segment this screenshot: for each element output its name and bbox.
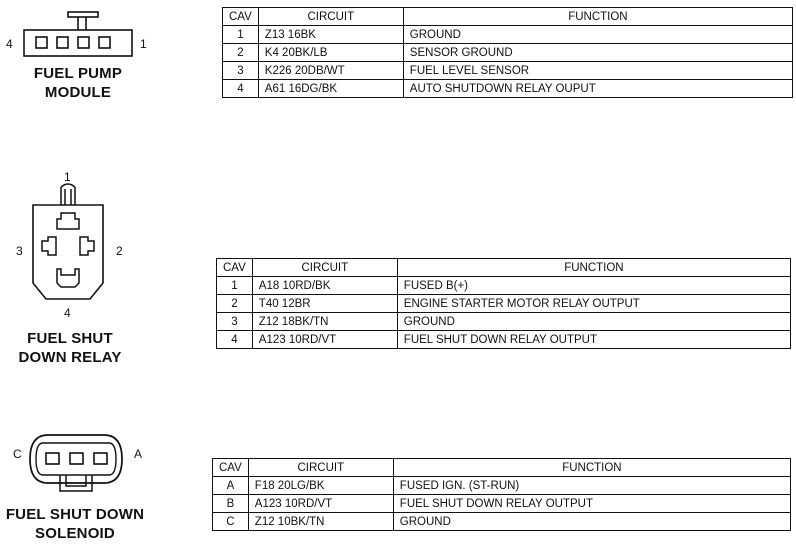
- cell-function: GROUND: [393, 513, 790, 531]
- cell-circuit: Z12 18BK/TN: [252, 313, 397, 331]
- cell-cav: 1: [217, 277, 253, 295]
- connector-label: [10, 329, 130, 367]
- fuel-shut-down-relay-connector-icon: [30, 183, 106, 301]
- header-function: FUNCTION: [397, 259, 790, 277]
- cell-cav: A: [213, 477, 249, 495]
- pin-table: [216, 258, 791, 349]
- cell-circuit: A61 16DG/BK: [258, 80, 403, 98]
- fuel-shut-down-solenoid-section: [0, 425, 796, 544]
- cell-cav: B: [213, 495, 249, 513]
- header-cav: CAV: [217, 259, 253, 277]
- table-header-row: [217, 259, 791, 277]
- header-cav: CAV: [213, 459, 249, 477]
- cell-cav: 4: [217, 331, 253, 349]
- header-circuit: CIRCUIT: [248, 459, 393, 477]
- connector-label-line-2: MODULE: [44, 84, 112, 101]
- table-header-row: [213, 459, 791, 477]
- table-row: [223, 44, 793, 62]
- table-row: [213, 477, 791, 495]
- cell-cav: 3: [217, 313, 253, 331]
- table-header-row: [223, 8, 793, 26]
- cell-function: SENSOR GROUND: [403, 44, 792, 62]
- pin-label-1: 1: [64, 170, 71, 184]
- cell-function: FUSED IGN. (ST-RUN): [393, 477, 790, 495]
- cell-circuit: T40 12BR: [252, 295, 397, 313]
- table-row: [217, 313, 791, 331]
- cell-function: ENGINE STARTER MOTOR RELAY OUTPUT: [397, 295, 790, 313]
- pin-table: [222, 7, 793, 98]
- pin-label-a: A: [134, 447, 143, 461]
- header-cav: CAV: [223, 8, 259, 26]
- header-circuit: CIRCUIT: [252, 259, 397, 277]
- cell-circuit: K4 20BK/LB: [258, 44, 403, 62]
- header-function: FUNCTION: [403, 8, 792, 26]
- cell-function: FUEL SHUT DOWN RELAY OUTPUT: [397, 331, 790, 349]
- fuel-shut-down-relay-section: [0, 165, 796, 375]
- cell-circuit: A18 10RD/BK: [252, 277, 397, 295]
- cell-circuit: K226 20DB/WT: [258, 62, 403, 80]
- table-row: [213, 513, 791, 531]
- cell-function: AUTO SHUTDOWN RELAY OUPUT: [403, 80, 792, 98]
- pin-label-2: 2: [116, 244, 123, 258]
- connector-label: [20, 64, 136, 102]
- fuel-pump-module-section: [0, 0, 796, 110]
- table-row: [217, 277, 791, 295]
- pin-table: [212, 458, 791, 531]
- connector-label-line-1: FUEL SHUT DOWN: [5, 506, 145, 523]
- cell-function: GROUND: [397, 313, 790, 331]
- cell-circuit: F18 20LG/BK: [248, 477, 393, 495]
- table-row: [223, 26, 793, 44]
- pin-label-1: 1: [140, 37, 147, 51]
- connector-label: [0, 505, 150, 543]
- cell-circuit: Z13 16BK: [258, 26, 403, 44]
- connector-label-line-2: DOWN RELAY: [18, 349, 122, 366]
- cell-circuit: A123 10RD/VT: [248, 495, 393, 513]
- header-function: FUNCTION: [393, 459, 790, 477]
- cell-circuit: A123 10RD/VT: [252, 331, 397, 349]
- fuel-pump-module-connector-icon: [22, 8, 136, 58]
- cell-cav: 4: [223, 80, 259, 98]
- table-row: [217, 295, 791, 313]
- cell-cav: 1: [223, 26, 259, 44]
- cell-circuit: Z12 10BK/TN: [248, 513, 393, 531]
- pin-label-4: 4: [64, 306, 71, 320]
- pin-label-3: 3: [16, 244, 23, 258]
- table-row: [217, 331, 791, 349]
- connector-label-line-1: FUEL SHUT: [27, 330, 113, 347]
- cell-function: FUEL SHUT DOWN RELAY OUTPUT: [393, 495, 790, 513]
- cell-function: FUEL LEVEL SENSOR: [403, 62, 792, 80]
- cell-cav: 2: [223, 44, 259, 62]
- table-row: [223, 80, 793, 98]
- pin-label-4: 4: [6, 37, 13, 51]
- connector-label-line-1: FUEL PUMP: [33, 65, 123, 82]
- header-circuit: CIRCUIT: [258, 8, 403, 26]
- cell-cav: C: [213, 513, 249, 531]
- cell-cav: 3: [223, 62, 259, 80]
- table-row: [213, 495, 791, 513]
- connector-label-line-2: SOLENOID: [35, 525, 115, 542]
- cell-function: GROUND: [403, 26, 792, 44]
- table-row: [223, 62, 793, 80]
- fuel-shut-down-solenoid-connector-icon: [26, 431, 126, 493]
- pin-label-c: C: [13, 447, 22, 461]
- cell-function: FUSED B(+): [397, 277, 790, 295]
- cell-cav: 2: [217, 295, 253, 313]
